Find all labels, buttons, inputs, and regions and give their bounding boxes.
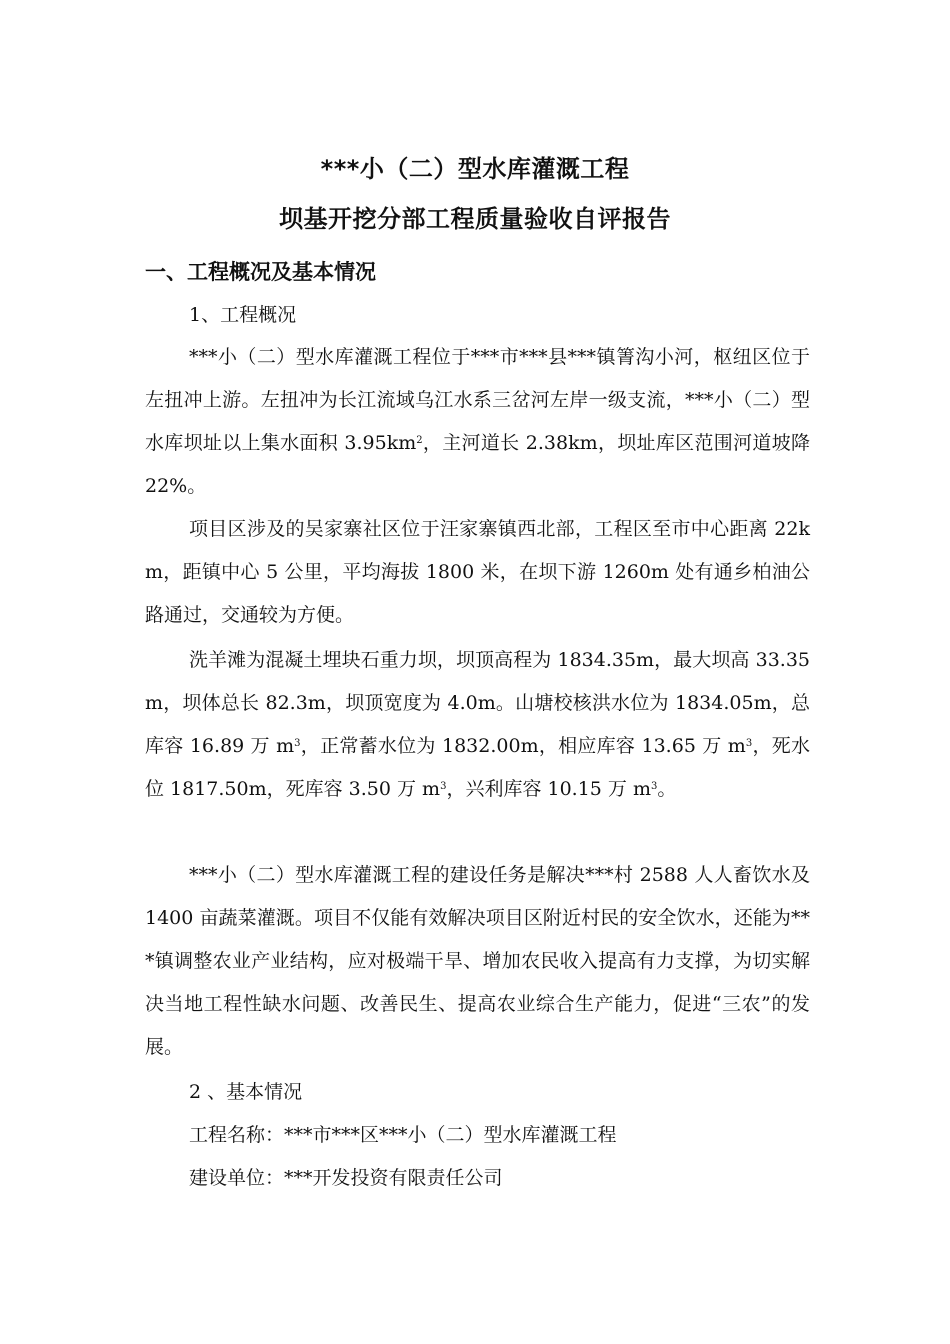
superscript-3: 3 [440, 781, 447, 792]
subsection-heading-basic-info: 2 、基本情况 [189, 1081, 303, 1103]
paragraph-traffic: 项目区涉及的吴家寨社区位于汪家寨镇西北部，工程区至市中心距离 22km，距镇中心 5 公里，平均海拔 1800 米，在坝下游 1260m 处有通乡柏油公路通过，交通较为方便。 [145, 518, 810, 626]
paragraph-location-text-b: ，主河道长 2.38km，坝址库区范围河道坡降 22%。 [145, 432, 811, 497]
project-name-line: 工程名称：***市***区***小（二）型水库灌溉工程 [189, 1124, 617, 1146]
paragraph-dam-text-c: ，死水位 1817.50m，死库容 3.50 万 m [145, 735, 810, 800]
document-title: ***小（二）型水库灌溉工程 [320, 155, 630, 183]
paragraph-dam-text-b: ，正常蓄水位为 1832.00m，相应库容 13.65 万 m [300, 735, 746, 757]
subsection-heading-project-overview: 1、工程概况 [189, 304, 297, 326]
paragraph-dam-text-e: 。 [657, 778, 677, 800]
superscript-2: 2 [416, 435, 423, 446]
superscript-3: 3 [745, 738, 753, 749]
paragraph-dam-text-a: 洗羊滩为混凝土埋块石重力坝，坝顶高程为 1834.35m，最大坝高 33.35m，坝体总长 82.3m，坝顶宽度为 4.0m。山塘校核洪水位为 1834.05m，总库容 16.89 万 m [145, 649, 810, 757]
superscript-3: 3 [294, 738, 301, 749]
paragraph-dam-text-d: ，兴利库容 10.15 万 m [446, 778, 651, 800]
superscript-3: 3 [650, 781, 658, 792]
paragraph-location [145, 336, 810, 508]
builder-line: 建设单位：***开发投资有限责任公司 [189, 1167, 503, 1189]
paragraph-dam-parameters [145, 639, 810, 811]
paragraph-location-text-a: ***小（二）型水库灌溉工程位于***市***县***镇箐沟小河，枢纽区位于左扭冲上游。左扭冲为长江流域乌江水系三岔河左岸一级支流，***小（二）型水库坝址以上集水面积 3.95km [145, 346, 810, 454]
document-subtitle: 坝基开挖分部工程质量验收自评报告 [279, 205, 671, 233]
section-heading-overview: 一、工程概况及基本情况 [145, 260, 376, 284]
paragraph-construction-task: ***小（二）型水库灌溉工程的建设任务是解决***村 2588 人人畜饮水及 1400 亩蔬菜灌溉。项目不仅能有效解决项目区附近村民的安全饮水，还能为***镇调整农业产业结构，应对极端干旱、增加农民收入提高有力支撑，为切实解决当地工程性缺水问题、改善民生、提高农业综合生产能力，促进“三农”的发展。 [145, 864, 810, 1058]
